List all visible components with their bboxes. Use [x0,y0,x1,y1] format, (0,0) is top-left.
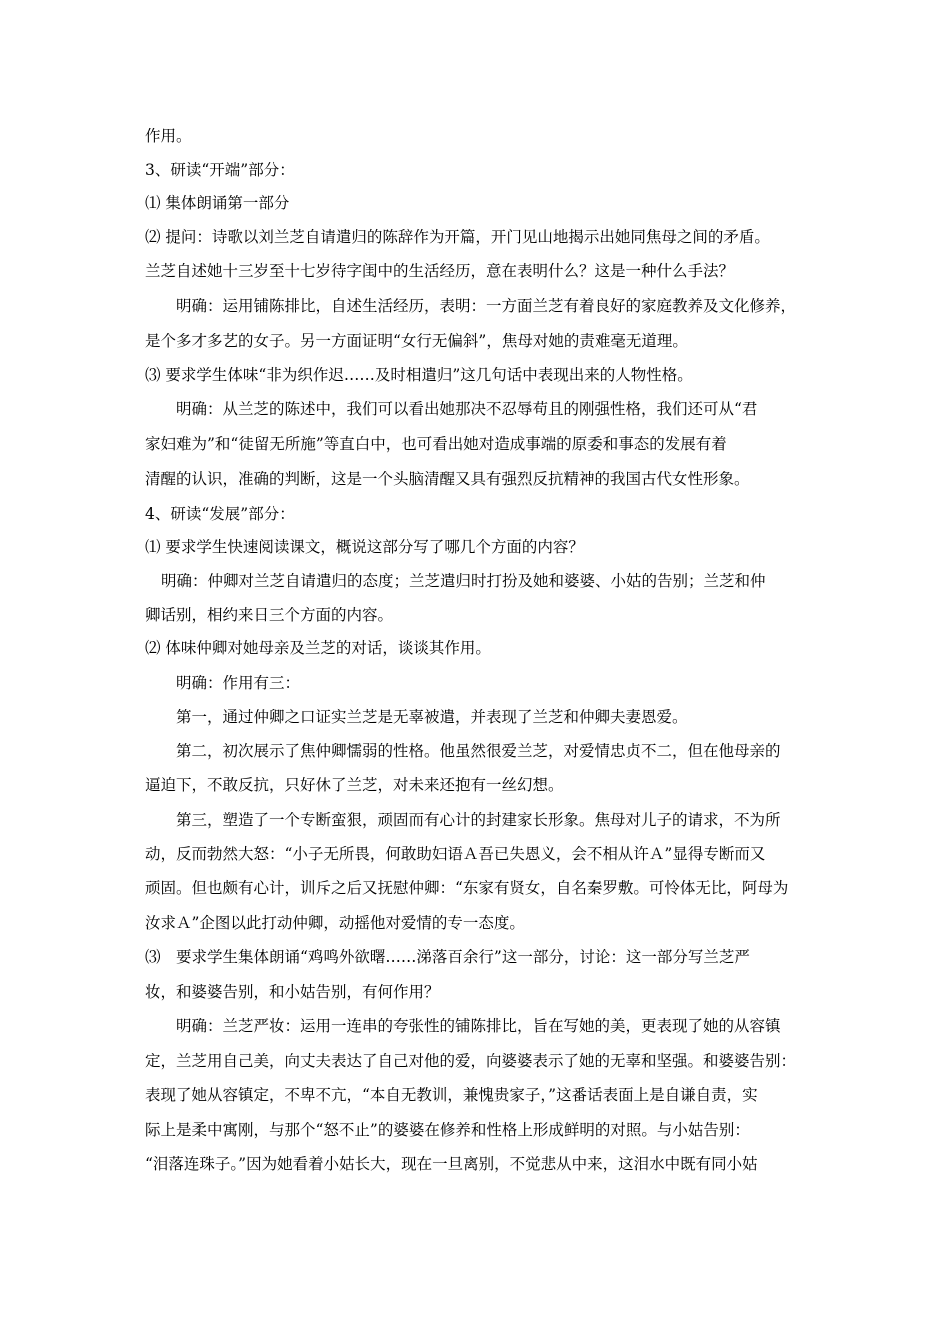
text-line-5: 兰芝自述她十三岁至十七岁待字闺中的生活经历，意在表明什么？这是一种什么手法？ [145,262,735,280]
text-line-10: 家妇难为”和“徒留无所施”等直白中，也可看出她对造成事端的原委和事态的发展有着 [145,435,727,453]
text-line-14: 明确：仲卿对兰芝自请遣归的态度；兰芝遣归时打扮及她和婆婆、小姑的告别；兰芝和仲 [161,572,766,590]
text-line-13: ⑴ 要求学生快速阅读课文，概说这部分写了哪几个方面的内容？ [145,538,584,556]
text-line-4: ⑵ 提问：诗歌以刘兰芝自请遣归的陈辞作为开篇，开门见山地揭示出她同焦母之间的矛盾。 [145,228,770,246]
text-line-23: 顽固。但也颇有心计，训斥之后又抚慰仲卿：“东家有贤女，自名秦罗敷。可怜体无比，阿母为 [145,879,789,897]
text-line-30: 际上是柔中寓刚，与那个“怒不止”的婆婆在修养和性格上形成鲜明的对照。与小姑告别： [145,1121,750,1139]
section-heading-4: 4、研读“发展”部分： [145,505,295,523]
text-line-9: 明确：从兰芝的陈述中，我们可以看出她那决不忍辱苟且的刚强性格，我们还可从“君 [176,400,758,418]
text-line-6: 明确：运用铺陈排比，自述生活经历，表明：一方面兰芝有着良好的家庭教养及文化修养， [176,297,797,315]
text-line-15: 卿话别，相约来日三个方面的内容。 [145,606,394,624]
text-line-29: 表现了她从容镇定，不卑不亢，“本自无教训，兼愧贵家子，”这番话表面上是自谦自责，实 [145,1086,758,1104]
text-line-19: 第二，初次展示了焦仲卿懦弱的性格。他虽然很爱兰芝，对爱情忠贞不二，但在他母亲的 [176,742,781,760]
text-line-3: ⑴ 集体朗诵第一部分 [145,194,290,212]
text-line-28: 定，兰芝用自己美，向丈夫表达了自己对他的爱，向婆婆表示了她的无辜和坚强。和婆婆告别： [145,1052,797,1070]
text-line-16: ⑵ 体味仲卿对她母亲及兰芝的对话，谈谈其作用。 [145,639,491,657]
text-line-7: 是个多才多艺的女子。另一方面证明“女行无偏斜”，焦母对她的责难毫无道理。 [145,332,688,350]
text-line-21: 第三，塑造了一个专断蛮狠，顽固而有心计的封建家长形象。焦母对儿子的请求，不为所 [176,811,781,829]
text-line-27: 明确：兰芝严妆：运用一连串的夸张性的铺陈排比，旨在写她的美，更表现了她的从容镇 [176,1017,781,1035]
text-line-26: 妆，和婆婆告别，和小姑告别，有何作用？ [145,983,440,1001]
text-line-25: ⑶ 要求学生集体朗诵“鸡鸣外欲曙……涕落百余行”这一部分，讨论：这一部分写兰芝严 [145,948,750,966]
text-line-8: ⑶ 要求学生体味“非为织作迟……及时相遣归”这几句话中表现出来的人物性格。 [145,366,693,384]
text-line-17: 明确：作用有三： [176,674,301,692]
text-line-31: “泪落连珠子。”因为她看着小姑长大，现在一旦离别，不觉悲从中来，这泪水中既有同小姑 [145,1155,758,1173]
text-line-20: 逼迫下，不敢反抗，只好休了兰芝，对未来还抱有一丝幻想。 [145,776,564,794]
text-line-18: 第一，通过仲卿之口证实兰芝是无辜被遣，并表现了兰芝和仲卿夫妻恩爱。 [176,708,688,726]
text-line-24: 汝求Ａ”企图以此打动仲卿，动摇他对爱情的专一态度。 [145,914,525,932]
section-heading-3: 3、研读“开端”部分： [145,161,295,179]
text-line-1: 作用。 [145,127,192,145]
text-line-11: 清醒的认识，准确的判断，这是一个头脑清醒又具有强烈反抗精神的我国古代女性形象。 [145,470,750,488]
text-line-22: 动，反而勃然大怒：“小子无所畏，何敢助妇语Ａ吾已失恩义，会不相从许Ａ”显得专断而又 [145,845,766,863]
